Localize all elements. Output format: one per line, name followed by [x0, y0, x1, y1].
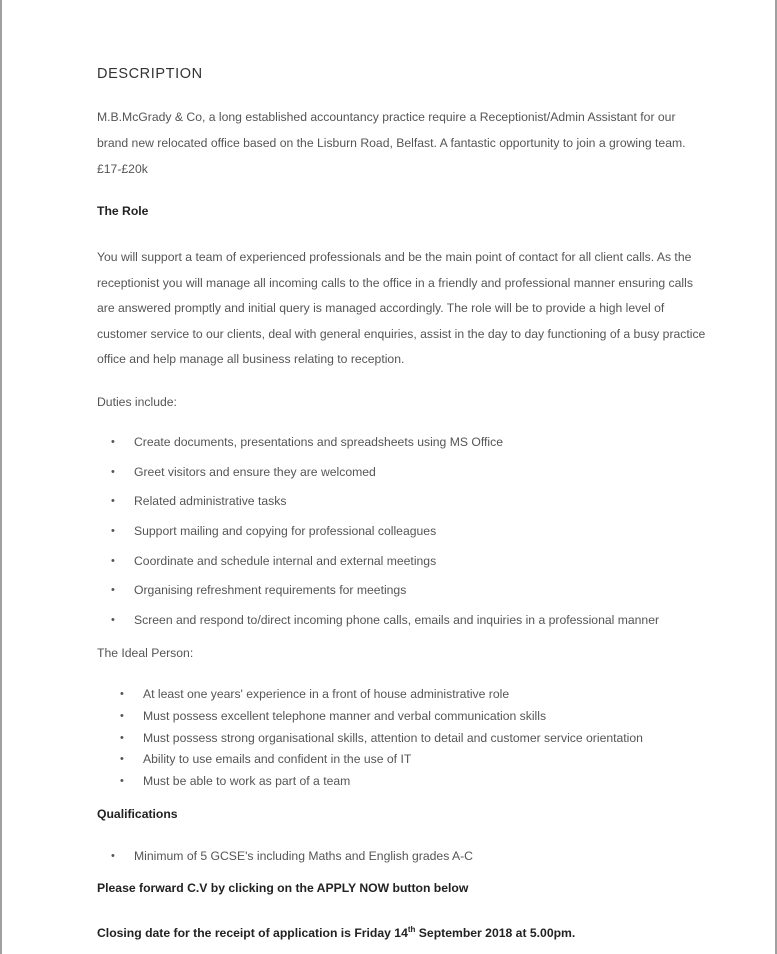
bullet-icon: • — [111, 465, 115, 478]
intro-line: brand new relocated office based on the Lisburn Road, Belfast. A fantastic opportunity to join a growing team. — [97, 136, 686, 150]
requirement-text: Must possess excellent telephone manner and verbal communication skills — [143, 708, 547, 723]
closing-date-suffix: September 2018 at 5.00pm. — [415, 926, 576, 940]
page-frame-left — [0, 0, 2, 954]
list-item — [97, 684, 643, 706]
requirement-text: At least one years' experience in a front of house administrative role — [143, 687, 510, 701]
bullet-icon: • — [120, 709, 124, 722]
list-item — [97, 576, 659, 606]
ideal-person-list — [97, 684, 643, 793]
role-line: are answered promptly and initial query is managed accordingly. The role will be to provide a high level of — [97, 301, 665, 315]
list-item — [97, 771, 643, 793]
list-item — [97, 487, 659, 517]
list-item — [97, 428, 659, 458]
list-item — [97, 517, 659, 547]
duty-text: Create documents, presentations and spreadsheets using MS Office — [134, 435, 503, 449]
role-paragraph — [97, 245, 706, 373]
duty-text: Coordinate and schedule internal and external meetings — [134, 553, 437, 568]
role-line: receptionist you will manage all incoming calls to the office in a friendly and professional manner ensuring calls — [97, 275, 693, 290]
intro-line: M.B.McGrady & Co, a long established accountancy practice require a Receptionist/Admin Assistant for our — [97, 110, 676, 124]
apply-instruction: Please forward C.V by clicking on the APPLY NOW button below — [97, 881, 469, 895]
bullet-icon: • — [111, 614, 115, 627]
role-line: office and help manage all business relating to reception. — [97, 352, 405, 366]
bullet-icon: • — [120, 688, 124, 700]
list-item — [97, 458, 659, 488]
duty-text: Organising refreshment requirements for meetings — [134, 583, 407, 598]
bullet-icon: • — [111, 495, 115, 508]
qualifications-list — [97, 845, 473, 867]
closing-date — [97, 925, 575, 940]
qualifications-title: Qualifications — [97, 807, 178, 821]
bullet-icon: • — [111, 554, 115, 567]
requirement-text: Ability to use emails and confident in the use of IT — [143, 752, 412, 767]
bullet-icon: • — [111, 525, 115, 538]
list-item — [97, 749, 643, 771]
role-title: The Role — [97, 204, 149, 218]
list-item — [97, 845, 473, 867]
salary-range: £17-£20k — [97, 162, 148, 176]
closing-date-ordinal: th — [407, 925, 416, 934]
list-item — [97, 706, 643, 728]
list-item — [97, 728, 643, 750]
role-line: You will support a team of experienced professionals and be the main point of contact for all client calls. As the — [97, 250, 692, 264]
duty-text: Greet visitors and ensure they are welcomed — [134, 464, 376, 479]
bullet-icon: • — [120, 731, 124, 744]
ideal-person-intro: The Ideal Person: — [97, 646, 194, 660]
duty-text: Screen and respond to/direct incoming phone calls, emails and inquiries in a professional manner — [134, 613, 660, 628]
bullet-icon: • — [120, 775, 124, 788]
closing-date-prefix: Closing date for the receipt of application is Friday 14 — [97, 926, 408, 940]
requirement-text: Must possess strong organisational skills, attention to detail and customer service orientation — [143, 730, 643, 745]
bullet-icon: • — [120, 753, 124, 766]
bullet-icon: • — [111, 436, 115, 448]
section-heading: DESCRIPTION — [97, 66, 203, 82]
role-line: customer service to our clients, deal with general enquiries, assist in the day to day functioning of a busy practice — [97, 326, 706, 341]
duties-intro: Duties include: — [97, 395, 177, 409]
bullet-icon: • — [111, 584, 115, 597]
intro-paragraph — [97, 104, 697, 182]
list-item — [97, 547, 659, 577]
list-item — [97, 606, 659, 636]
duty-text: Related administrative tasks — [134, 494, 287, 509]
qualification-text: Minimum of 5 GCSE's including Maths and English grades A-C — [134, 849, 473, 863]
requirement-text: Must be able to work as part of a team — [143, 774, 351, 789]
duties-list — [97, 428, 659, 636]
duty-text: Support mailing and copying for professional colleagues — [134, 524, 437, 539]
bullet-icon: • — [111, 850, 115, 862]
